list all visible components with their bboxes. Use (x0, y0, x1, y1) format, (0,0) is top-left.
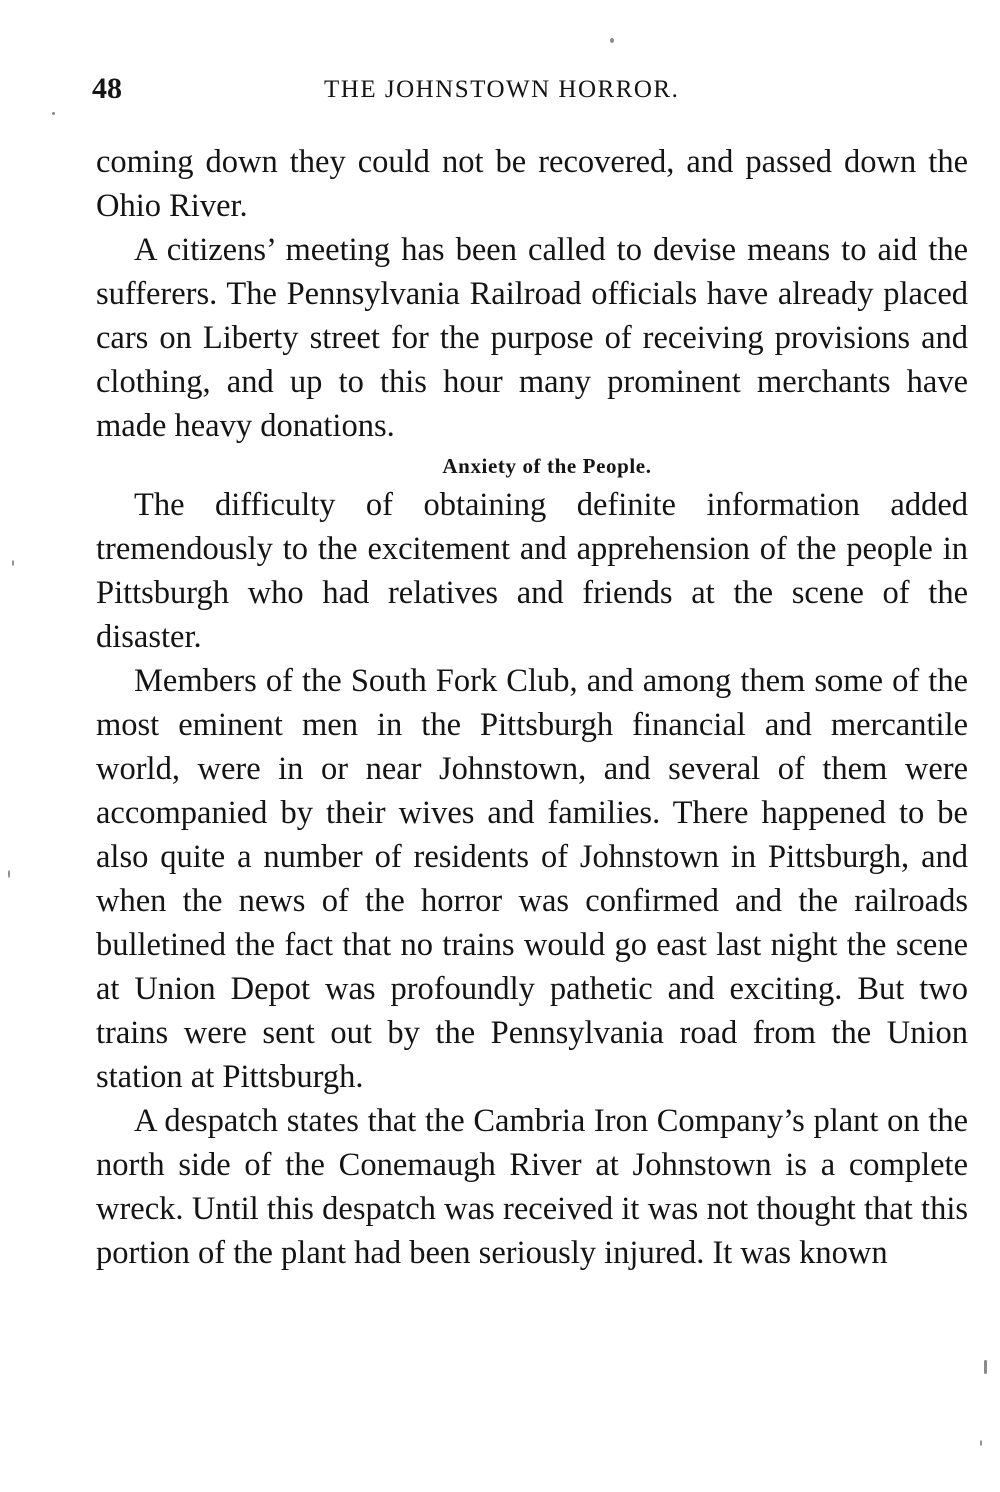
scan-speck (610, 38, 614, 43)
paragraph: coming down they could not be recovered, and passed down the Ohio River. (96, 144, 968, 224)
paragraph: A citizens’ meeting has been called to devise means to aid the sufferers. The Pennsylvania Railroad officials have already placed cars on Liberty street for the purpose of receiving provisions and clothing, and up to this hour many prominent merchants have made heavy donations. (96, 232, 968, 444)
running-title: THE JOHNSTOWN HORROR. (324, 76, 680, 103)
scan-speck (980, 1440, 982, 1446)
paragraph: The difficulty of obtaining definite information added tremendously to the excitement and apprehension of the people in Pittsburgh who had relatives and friends at the scene of the disaster. (96, 487, 968, 655)
scan-speck (8, 870, 10, 878)
scan-speck (984, 1360, 987, 1374)
scan-speck (12, 560, 14, 566)
body-text (96, 140, 968, 1275)
running-head (92, 72, 968, 112)
scan-speck (52, 112, 55, 115)
page-number: 48 (92, 72, 122, 105)
paragraph: Members of the South Fork Club, and among them some of the most eminent men in the Pittsburgh financial and mercantile world, were in or near Johnstown, and several of them were accompanied by their wives and families. There happened to be also quite a number of residents of Johnstown in Pittsburgh, and when the news of the horror was confirmed and the railroads bulletined the fact that no trains would go east last night the scene at Union Depot was profoundly pathetic and exciting. But two trains were sent out by the Pennsylvania road from the Union station at Pittsburgh. (96, 663, 968, 1095)
paragraph: A despatch states that the Cambria Iron Company’s plant on the north side of the Conemaugh River at Johnstown is a complete wreck. Until this despatch was received it was not thought that this portion of the plant had been seriously injured. It was known (96, 1103, 968, 1271)
section-heading: Anxiety of the People. (442, 454, 652, 478)
